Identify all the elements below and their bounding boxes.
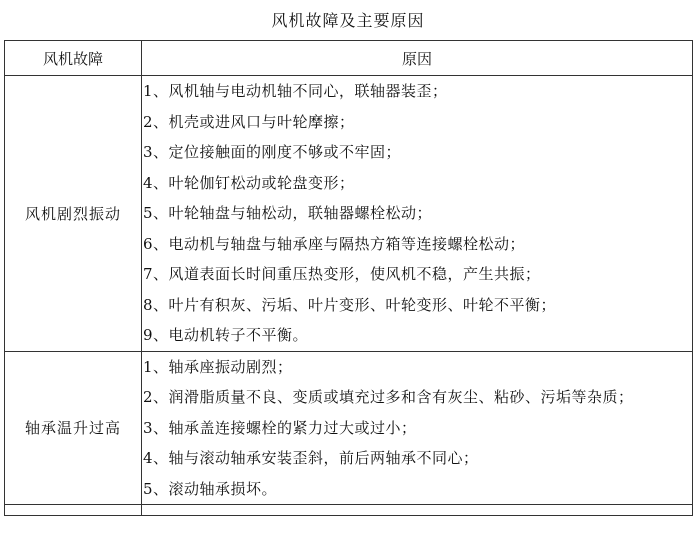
table-header-row — [5, 41, 693, 76]
cause-item: 1、轴承座振动剧烈； — [143, 357, 293, 376]
cause-item: 4、叶轮伽钉松动或轮盘变形； — [143, 173, 355, 192]
cause-item: 3、轴承盖连接螺栓的紧力过大或过小； — [143, 418, 417, 437]
table-row-bearing-temp — [5, 351, 693, 505]
cause-item: 3、定位接触面的刚度不够或不牢固； — [143, 143, 402, 161]
header-cause: 原因 — [142, 41, 693, 76]
cause-item: 8、叶片有积灰、污垢、叶片变形、叶轮变形、叶轮不平衡； — [143, 295, 557, 314]
cause-item: 9、电动机转子不平衡。 — [143, 326, 309, 344]
cause-item: 5、滚动轴承损坏。 — [143, 479, 278, 498]
fault-cause-table — [4, 40, 693, 516]
document-title: 风机故障及主要原因 — [271, 11, 425, 30]
cause-item: 2、机壳或进风口与叶轮摩擦； — [143, 112, 355, 131]
cause-item: 7、风道表面长时间重压热变形，使风机不稳，产生共振； — [143, 265, 541, 283]
cause-item: 2、润滑脂质量不良、变质或填充过多和含有灰尘、粘砂、污垢等杂质； — [143, 388, 634, 406]
cause-item: 6、电动机与轴盘与轴承座与隔热方箱等连接螺栓松动； — [143, 234, 526, 253]
cause-item: 1、风机轴与电动机轴不同心，联轴器装歪； — [143, 82, 448, 100]
table-row-vibration — [5, 76, 693, 352]
cause-item: 4、轴与滚动轴承安装歪斜，前后两轴承不同心； — [143, 449, 479, 467]
fault-bearing-temp: 轴承温升过高 — [5, 351, 142, 505]
header-fault: 风机故障 — [5, 41, 142, 76]
table-row-cutoff — [5, 505, 693, 516]
fault-vibration: 风机剧烈振动 — [5, 76, 142, 352]
causes-vibration — [142, 76, 693, 352]
cause-item: 5、叶轮轴盘与轴松动，联轴器螺栓松动； — [143, 204, 433, 222]
cutoff-cell-left — [5, 505, 142, 516]
causes-bearing-temp — [142, 351, 693, 505]
cutoff-cell-right — [142, 505, 693, 516]
